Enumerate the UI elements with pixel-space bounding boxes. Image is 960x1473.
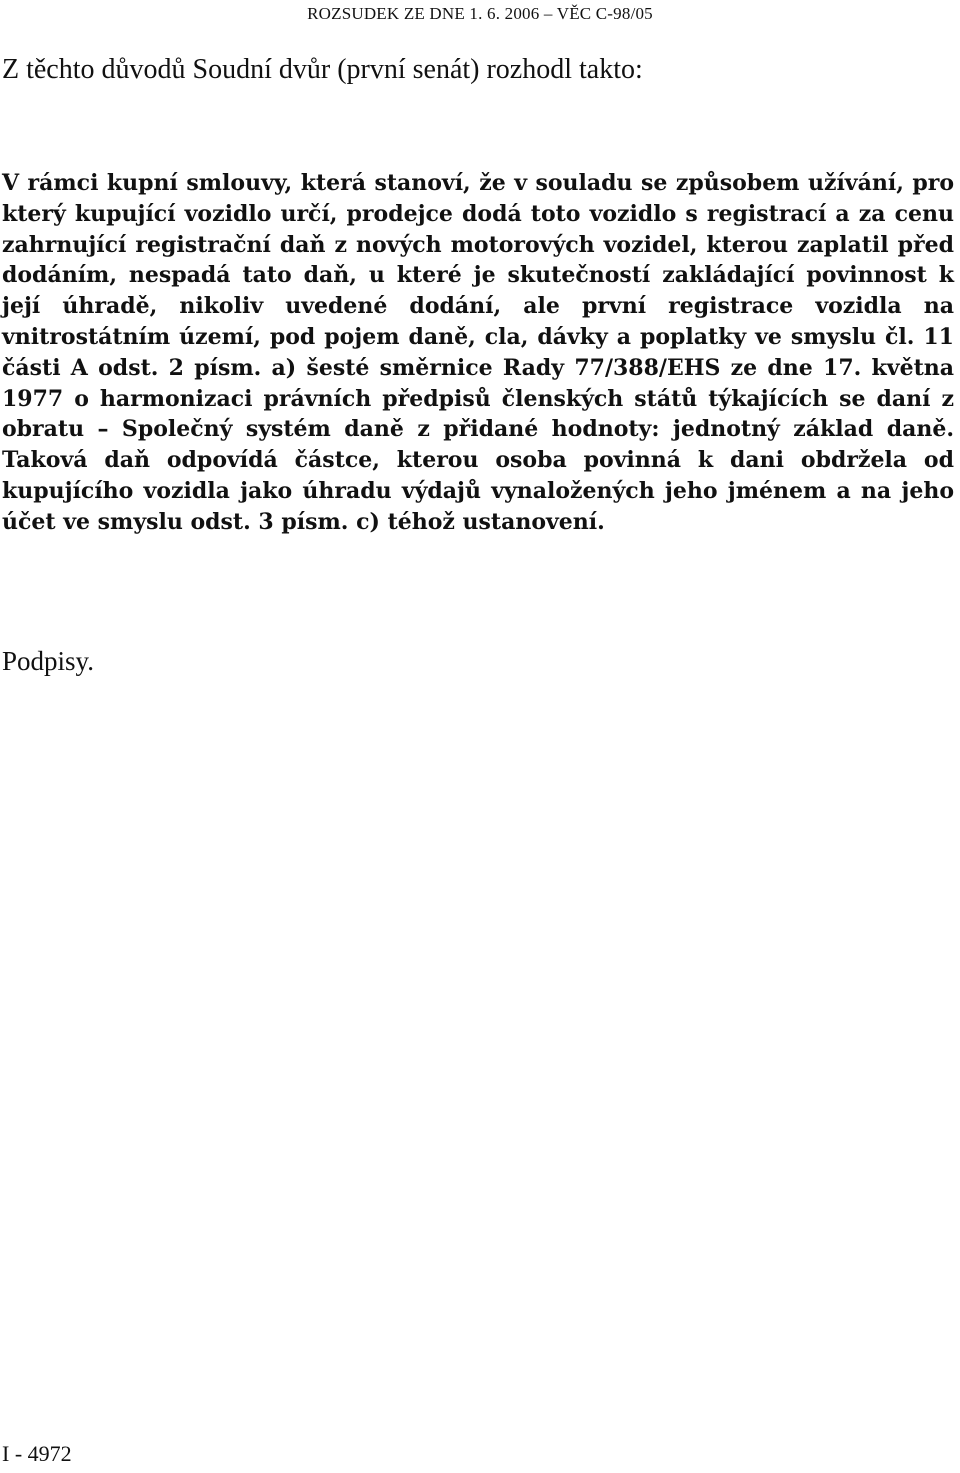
signatures-label: Podpisy. (2, 646, 95, 676)
operative-intro: Z těchto důvodů Soudní dvůr (první senát) rozhodl takto: (2, 54, 643, 85)
running-header: ROZSUDEK ZE DNE 1. 6. 2006 – VĚC C-98/05 (307, 4, 653, 23)
ruling-paragraph: V rámci kupní smlouvy, která stanoví, že v souladu se způsobem užívání, pro který kupující vozidlo určí, prodejce dodá toto vozidlo s registrací a za cenu zahrnující registrační daň z nových motorových vozidel, kterou zaplatil před dodáním, nespadá tato daň, u které je skutečností zakládající povinnost k její úhradě, nikoliv uvedené dodání, ale první registrace vozidla na vnitrostátním území, pod pojem daně, cla, dávky a poplatky ve smyslu čl. 11 části A odst. 2 písm. a) šesté směrnice Rady 77/388/EHS ze dne 17. května 1977 o harmonizaci právních předpisů členských států týkajících se daní z obratu – Společný systém daně z přidané hodnoty: jednotný základ daně. Taková daň odpovídá částce, kterou osoba povinná k dani obdržela od kupujícího vozidla jako úhradu výdajů vynaložených jeho jménem a na jeho účet ve smyslu odst. 3 písm. c) téhož ustanovení. (2, 170, 954, 535)
page-number: I - 4972 (2, 1441, 72, 1466)
